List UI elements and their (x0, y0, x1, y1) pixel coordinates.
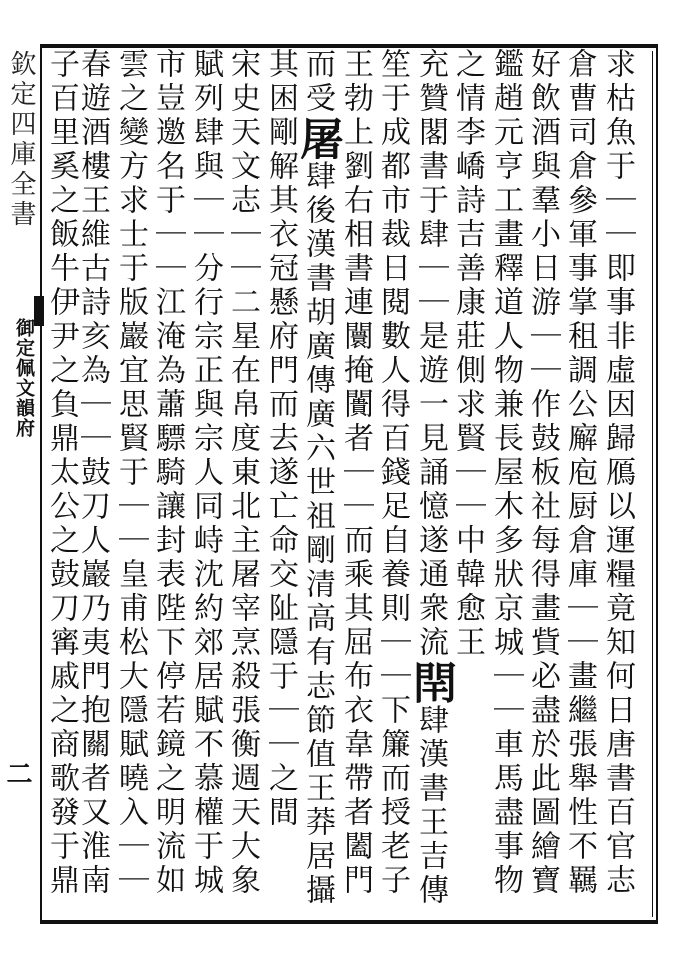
text-column-12: 賦列肆與｜｜分行宗正與宗人同峙沈約郊居賦不慕權于城 (188, 48, 223, 898)
text-column-15: 春遊酒樓王維古詩亥為｜｜鼓刀人巖乃夷門抱關者又淮南 (75, 48, 110, 898)
margin-book-title: 御定佩文韻府 (13, 318, 35, 438)
headword-char: 屠 (292, 116, 343, 160)
headword-char: 閈 (405, 660, 456, 704)
text-column-10: 其困剛解其衣冠懸府門而去遂亡命交阯隱于｜｜之間 (263, 48, 298, 830)
page-number: 二 (2, 760, 32, 786)
text-column-9: 而受屠肆後漢書胡廣傳廣六世祖剛清高有志節值王莽居攝 (292, 48, 343, 908)
text-column-8: 王勃上劉右相書連闤掩闠者｜｜而乘其屈布衣韋帶者闔門 (338, 48, 373, 898)
text-column-7: 笙于成都市裁日閱數人得百錢足自養則｜｜下簾而授老子 (375, 48, 410, 898)
text-column-6: 充贊閣書于肆｜｜是遊一見誦憶遂通衆流閈肆漢書王吉傳 (405, 48, 456, 908)
text-column-11: 宋史天文志｜｜二星在帛度東北主屠宰烹殺張衡週天大象 (225, 48, 260, 898)
text-column-13: 市豈邀名于｜｜江淹為蕭驃騎讓封表陛下停若鏡之明流如 (150, 48, 185, 898)
text-column-1: 求枯魚于｜｜即事非虛因歸鴈以運糧竟知何日唐書百官志 (600, 48, 635, 898)
text-column-5: 之情李嶠詩吉善康莊側求賢｜｜中韓愈王 (450, 48, 485, 660)
text-column-14: 雲之變方求士于版巖宜思賢于｜｜皇甫松大隱賦曉入｜｜ (113, 48, 148, 898)
margin-title: 欽定四庫全書 (6, 50, 36, 230)
text-column-4: 鑑趙元亨工畫釋道人物兼長屋木多狀京城｜｜車馬盡事物 (488, 48, 523, 898)
text-column-16: 子百里奚之飯牛伊尹之負鼎太公之鼓刀寗戚之商歌發于鼎 (44, 48, 79, 898)
text-column-3: 好飲酒與羣小日游｜｜作鼓板社每得畫貲必盡於此圖繪寶 (525, 48, 560, 898)
text-column-2: 倉曹司倉參軍事掌租調公廨庖厨倉庫｜｜畫繼張舉性不羈 (562, 48, 597, 898)
